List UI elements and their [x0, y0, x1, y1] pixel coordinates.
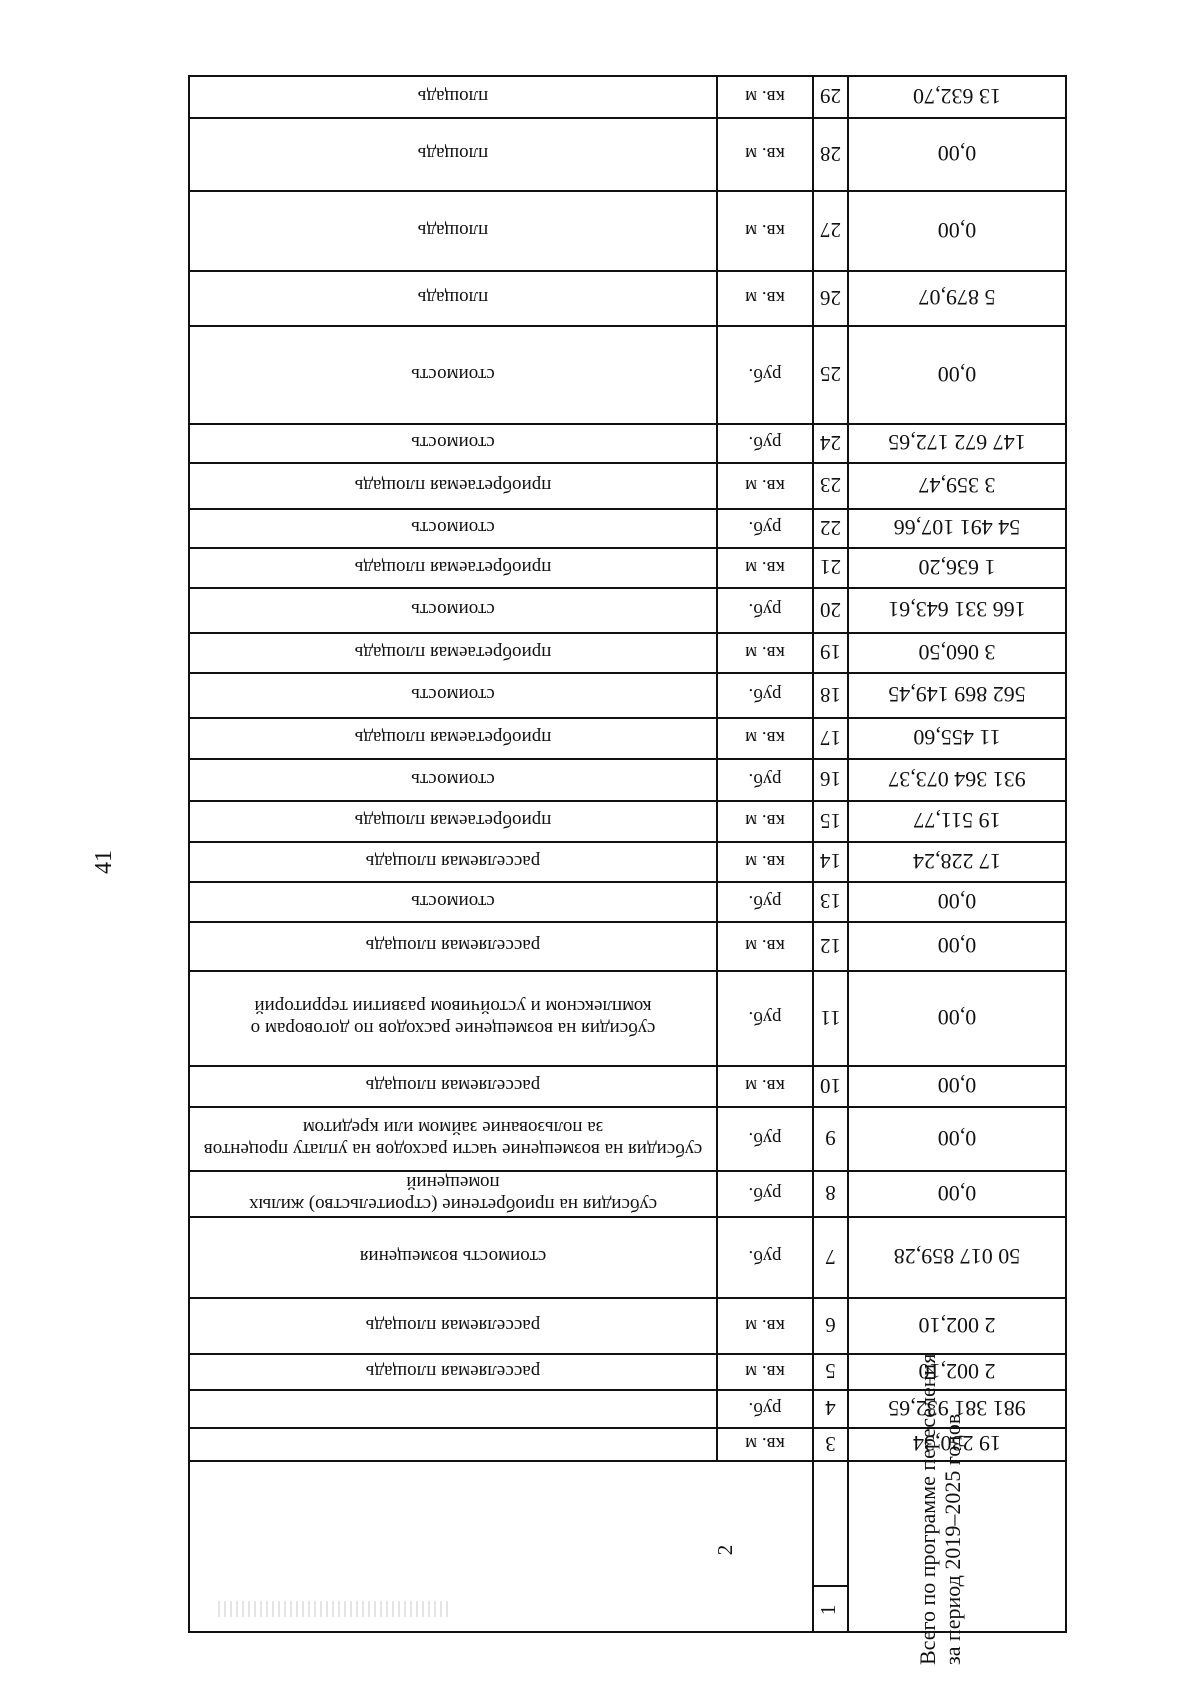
row-description: приобретаемая площадь — [354, 474, 552, 496]
row-description: расселяемая площадь — [365, 1360, 541, 1382]
row-value: 2 002,10 — [918, 1358, 996, 1384]
row-unit: руб. — [748, 1127, 782, 1149]
row-unit: кв. м — [745, 850, 785, 872]
row-value: 13 632,70 — [913, 83, 1001, 109]
row-unit: кв. м — [745, 935, 785, 957]
row-number: 21 — [820, 555, 841, 580]
row-number: 20 — [820, 597, 841, 622]
row-unit: руб. — [748, 684, 782, 706]
row-number: 24 — [820, 430, 841, 455]
row-value: 19 511,77 — [913, 808, 1001, 834]
row-value: 0,00 — [937, 888, 977, 914]
row-description — [190, 1389, 716, 1427]
row-number: 4 — [825, 1396, 836, 1421]
row-value: 19 230,34 — [913, 1431, 1001, 1457]
row-number: 19 — [820, 640, 841, 665]
row-unit: кв. м — [745, 1314, 785, 1336]
row-description: приобретаемая площадь — [354, 641, 552, 663]
row-value: 166 331 643,61 — [888, 597, 1026, 623]
row-number: 14 — [820, 849, 841, 874]
row-value: 981 381 932,65 — [888, 1395, 1026, 1421]
row-value: 11 455,60 — [913, 725, 1001, 751]
row-unit: кв. м — [745, 143, 785, 165]
row-description: субсидия на возмещение части расходов на уплату процентов за пользование займом или кредитом — [203, 1117, 703, 1160]
row-number: 28 — [820, 141, 841, 166]
row-number: 17 — [820, 725, 841, 750]
row-unit: кв. м — [745, 727, 785, 749]
row-number: 7 — [825, 1244, 836, 1269]
row-value: 54 491 107,66 — [893, 515, 1021, 541]
total-row-label: Всего по программе переселения за период 2019–2025 годов — [914, 1353, 965, 1665]
row-description: приобретаемая площадь — [354, 810, 552, 832]
row-unit: руб. — [748, 1007, 782, 1029]
row-value: 0,00 — [937, 1125, 977, 1151]
row-number: 27 — [820, 218, 841, 243]
scan-artifact — [218, 1601, 448, 1617]
row-value: 17 228,24 — [913, 848, 1001, 874]
row-unit: руб. — [748, 1397, 782, 1419]
row-description: стоимость возмещения — [359, 1246, 547, 1268]
row-unit: руб. — [748, 432, 782, 454]
row-number: 26 — [820, 285, 841, 310]
row-description: расселяемая площадь — [365, 935, 541, 957]
row-value: 0,00 — [937, 141, 977, 167]
row-number: 13 — [820, 889, 841, 914]
row-unit: руб. — [748, 768, 782, 790]
row-value: 0,00 — [937, 217, 977, 243]
row-unit: кв. м — [745, 474, 785, 496]
row-description: площадь — [417, 85, 489, 107]
row-number: 29 — [820, 84, 841, 109]
row-number: 22 — [820, 515, 841, 540]
row-value: 0,00 — [937, 933, 977, 959]
row-description: стоимость — [411, 363, 495, 385]
row-number: 11 — [820, 1005, 841, 1030]
row-number: 8 — [825, 1181, 836, 1206]
row-description: приобретаемая площадь — [354, 727, 552, 749]
row-unit: руб. — [748, 890, 782, 912]
row-description: расселяемая площадь — [365, 1314, 541, 1336]
row-description: стоимость — [411, 768, 495, 790]
row-unit: кв. м — [745, 1075, 785, 1097]
row-number: 16 — [820, 767, 841, 792]
row-value: 931 364 073,37 — [888, 766, 1026, 792]
row-unit: кв. м — [745, 810, 785, 832]
row-value: 0,00 — [937, 1005, 977, 1031]
row-number: 9 — [825, 1126, 836, 1151]
row-description: площадь — [417, 287, 489, 309]
row-description: стоимость — [411, 432, 495, 454]
row-unit: кв. м — [745, 1433, 785, 1455]
row-unit: кв. м — [745, 219, 785, 241]
row-value: 50 017 859,28 — [893, 1244, 1021, 1270]
col-number-2: 2 — [712, 1544, 737, 1556]
row-unit: кв. м — [745, 287, 785, 309]
row-number: 15 — [820, 808, 841, 833]
row-value: 562 869 149,45 — [888, 682, 1026, 708]
row-value: 3 359,47 — [918, 472, 996, 498]
row-description: стоимость — [411, 517, 495, 539]
row-description: субсидия на возмещение расходов по договорам о комплексном и устойчивом развитии территорий — [250, 996, 656, 1040]
row-description: стоимость — [411, 599, 495, 621]
row-unit: кв. м — [745, 641, 785, 663]
row-description: приобретаемая площадь — [354, 556, 552, 578]
row-description: расселяемая площадь — [365, 850, 541, 872]
row-unit: руб. — [748, 599, 782, 621]
row-unit: руб. — [748, 1246, 782, 1268]
row-number: 25 — [820, 362, 841, 387]
row-description: стоимость — [411, 684, 495, 706]
row-description: площадь — [417, 219, 489, 241]
row-description: субсидия на приобретение (строительство) жилых помещений — [248, 1172, 658, 1215]
col-number-1: 1 — [815, 1604, 840, 1616]
row-value: 147 672 172,65 — [888, 430, 1026, 456]
page-number: 41 — [91, 850, 117, 874]
row-number: 12 — [820, 933, 841, 958]
row-description — [190, 1427, 716, 1460]
row-description: стоимость — [411, 890, 495, 912]
row-description: расселяемая площадь — [365, 1075, 541, 1097]
row-description: площадь — [417, 143, 489, 165]
row-value: 0,00 — [937, 1180, 977, 1206]
row-value: 3 060,50 — [918, 639, 996, 665]
row-value: 2 002,10 — [918, 1312, 996, 1338]
row-unit: руб. — [748, 363, 782, 385]
row-value: 0,00 — [937, 1073, 977, 1099]
row-number: 6 — [825, 1313, 836, 1338]
row-value: 5 879,07 — [918, 285, 996, 311]
row-unit: руб. — [748, 517, 782, 539]
row-number: 5 — [825, 1359, 836, 1384]
row-value: 0,00 — [937, 361, 977, 387]
row-unit: руб. — [748, 1182, 782, 1204]
row-value: 1 636,20 — [918, 554, 996, 580]
row-unit: кв. м — [745, 85, 785, 107]
row-number: 23 — [820, 473, 841, 498]
row-number: 3 — [825, 1431, 836, 1456]
row-number: 10 — [820, 1073, 841, 1098]
row-unit: кв. м — [745, 1360, 785, 1382]
row-number: 18 — [820, 682, 841, 707]
row-unit: кв. м — [745, 556, 785, 578]
row-divider — [188, 1460, 1067, 1462]
